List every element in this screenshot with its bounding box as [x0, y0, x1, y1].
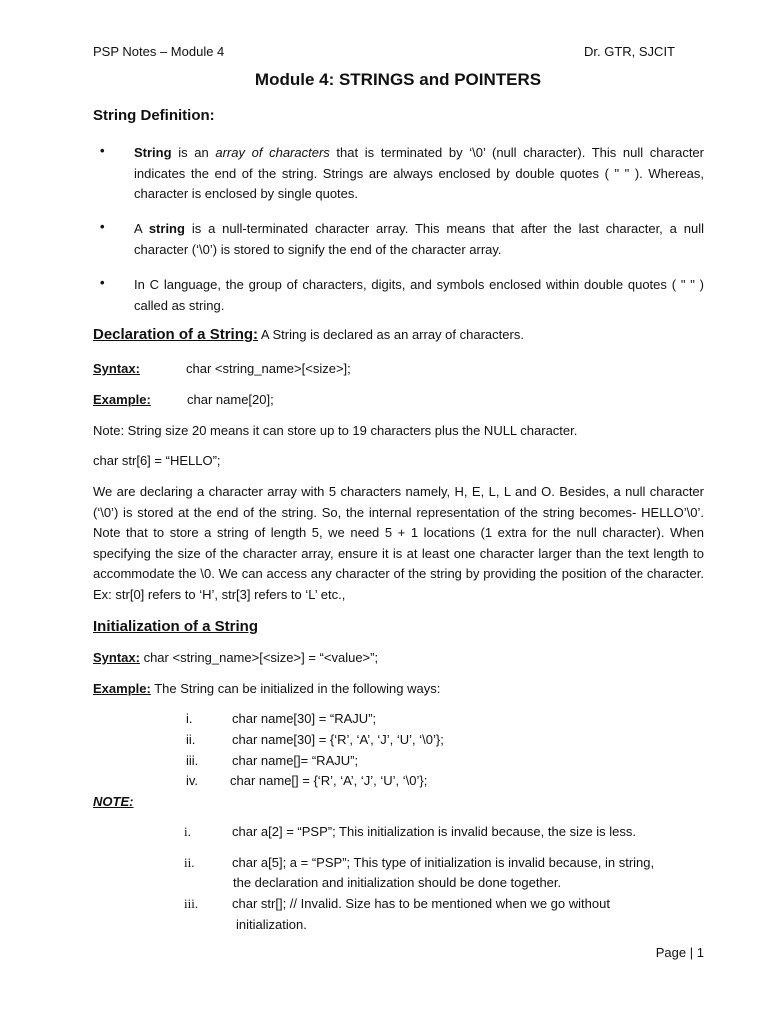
way-code: char name[] = {‘R’, ‘A’, ‘J’, ‘U’, ‘\0’};: [230, 773, 428, 788]
note-number: iii.: [184, 896, 199, 911]
initialization-example: Example: The String can be initialized in the following ways:: [93, 681, 441, 696]
bullet-icon: •: [100, 219, 105, 234]
declaration-code: char str[6] = “HELLO”;: [93, 453, 221, 468]
way-number: iii.: [186, 753, 199, 768]
bullet-icon: •: [100, 143, 105, 158]
bullet-icon: •: [100, 275, 105, 290]
page-footer: Page | 1: [655, 945, 704, 960]
note-line: char a[5]; a = “PSP”; This type of initialization is invalid because, in string,: [232, 855, 655, 870]
way-number: iv.: [186, 773, 199, 788]
declaration-note: Note: String size 20 means it can store up to 19 characters plus the NULL character.: [93, 423, 578, 438]
way-code: char name[30] = {‘R’, ‘A’, ‘J’, ‘U’, ‘\0’};: [232, 732, 444, 747]
note-number: ii.: [184, 855, 195, 870]
note-label: NOTE:: [93, 794, 134, 809]
definition-bullet-3: In C language, the group of characters, digits, and symbols enclosed within double quotes ( " " ) called as string.: [134, 277, 704, 313]
note-line: char str[]; // Invalid. Size has to be mentioned when we go without: [232, 896, 610, 911]
header-right: Dr. GTR, SJCIT: [584, 44, 675, 59]
declaration-example: Example: char name[20];: [93, 392, 274, 407]
definition-bullet-2: A string is a null-terminated character array. This means that after the last character, a null character (‘\0’) is stored to signify the end of the character array.: [134, 221, 704, 257]
header-left: PSP Notes – Module 4: [93, 44, 225, 59]
note-line-continued: the declaration and initialization should be done together.: [233, 875, 562, 890]
declaration-paragraph: We are declaring a character array with 5 characters namely, H, E, L, L and O. Besides, a null character (‘\0’) is stored at the end of the string. So, the internal representation of the string becomes- HELLO’\0’. Note that to store a string of length 5, we need 5 + 1 locations (1 extra for the null character). When specifying the size of the character array, ensure it is at least one character larger than the text length to accommodate the \0. We can access any character of the string by providing the position of the character. Ex: str[0] refers to ‘H’, str[3] refers to ‘L’ etc.,: [93, 484, 704, 602]
initialization-syntax: Syntax: char <string_name>[<size>] = “<value>”;: [93, 650, 379, 665]
declaration-syntax: Syntax: char <string_name>[<size>];: [93, 361, 351, 376]
declaration-heading: Declaration of a String:: [93, 326, 259, 343]
note-number: i.: [184, 824, 191, 839]
note-line-continued: initialization.: [236, 917, 307, 932]
way-code: char name[]= “RAJU”;: [232, 753, 359, 768]
initialization-heading: Initialization of a String: [93, 618, 258, 635]
page-title: Module 4: STRINGS and POINTERS: [254, 70, 542, 89]
page-number: 1: [696, 945, 704, 960]
way-code: char name[30] = “RAJU”;: [232, 711, 377, 726]
string-definition-heading: String Definition:: [93, 107, 215, 124]
way-number: ii.: [186, 732, 196, 747]
definition-bullet-1: String is an array of characters that is terminated by ‘\0’ (null character). This null character indicates the end of the string. Strings are always enclosed by double quotes ( " " ). Whereas, character is enclosed by single quotes.: [134, 145, 704, 201]
way-number: i.: [186, 711, 193, 726]
declaration-heading-line: Declaration of a String: A String is declared as an array of characters.: [93, 326, 524, 343]
note-line: char a[2] = “PSP”; This initialization is invalid because, the size is less.: [232, 824, 637, 839]
